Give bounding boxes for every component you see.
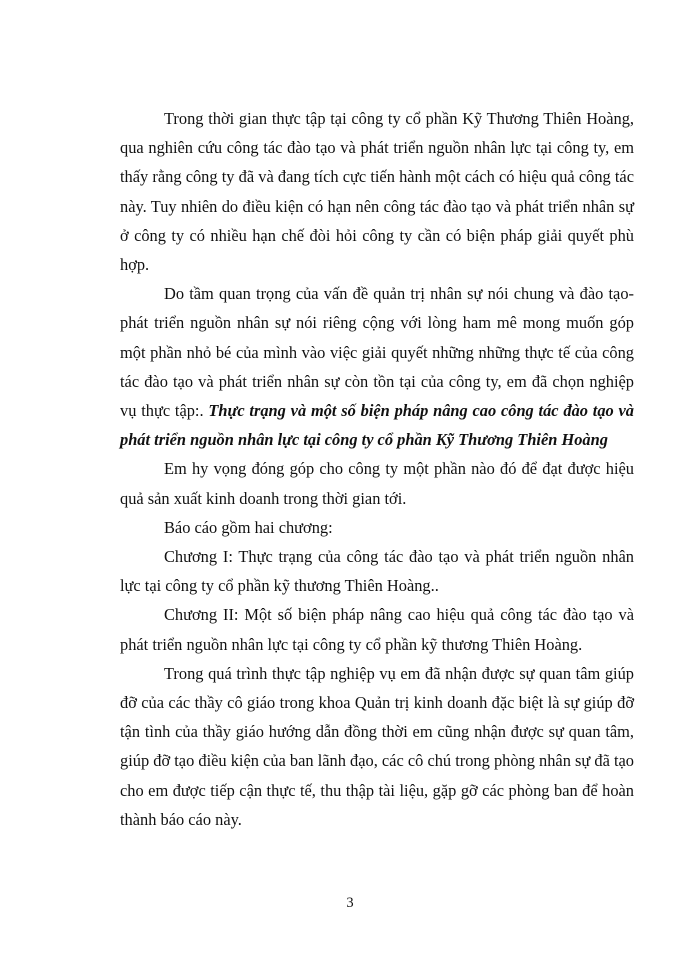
paragraph-chapter-2: Chương II: Một số biện pháp nâng cao hiệu quả công tác đào tạo và phát triển nguồn nhân lực tại công ty cổ phần kỹ thương Thiên Hoàng. xyxy=(120,605,634,654)
report-topic-title: Thực trạng và một số biện pháp nâng cao công tác đào tạo và phát triển nguồn nhân lực tại công ty cổ phần Kỹ Thương Thiên Hoàng xyxy=(120,401,634,450)
paragraph-internship-context: Trong thời gian thực tập tại công ty cổ phần Kỹ Thương Thiên Hoàng, qua nghiên cứu công tác đào tạo và phát triển nguồn nhân lực tại công ty, em thấy rằng công ty đã và đang tích cực tiến hành một cách có hiệu quả công tác này. Tuy nhiên do điều kiện có hạn nên công tác đào tạo và phát triển nhân sự ở công ty có nhiều hạn chế đòi hỏi công ty cần có biện pháp giải quyết phù hợp. xyxy=(120,109,634,275)
body-text xyxy=(120,104,634,834)
paragraph-acknowledgement: Trong quá trình thực tập nghiệp vụ em đã nhận được sự quan tâm giúp đỡ của các thầy cô giáo trong khoa Quản trị kinh doanh đặc biệt là sự giúp đỡ tận tình của thầy giáo hướng dẫn đồng thời em cũng nhận được sự quan tâm, giúp đỡ tạo điều kiện của ban lãnh đạo, các cô chú trong phòng nhân sự đã tạo cho em được tiếp cận thực tế, thu thập tài liệu, gặp gỡ các phòng ban để hoàn thành báo cáo này. xyxy=(120,663,634,829)
paragraph-chapter-1: Chương I: Thực trạng của công tác đào tạo và phát triển nguồn nhân lực tại công ty cổ phần kỹ thương Thiên Hoàng.. xyxy=(120,547,634,596)
paragraph-report-structure: Báo cáo gồm hai chương: xyxy=(164,517,333,537)
paragraph-topic-selection xyxy=(120,279,634,454)
paragraph-hope: Em hy vọng đóng góp cho công ty một phần nào đó để đạt được hiệu quả sản xuất kinh doanh trong thời gian tới. xyxy=(120,459,634,508)
page-number: 3 xyxy=(346,895,354,911)
topic-intro-text: Do tầm quan trọng của vấn đề quản trị nhân sự nói chung và đào tạo-phát triển nguồn nhân sự nói riêng cộng với lòng ham mê mong muốn góp một phần nhỏ bé của mình vào việc giải quyết những những thực tế của công tác đào tạo và phát triển nhân sự còn tồn tại của công ty, em đã chọn nghiệp vụ thực tập:. xyxy=(120,284,634,421)
